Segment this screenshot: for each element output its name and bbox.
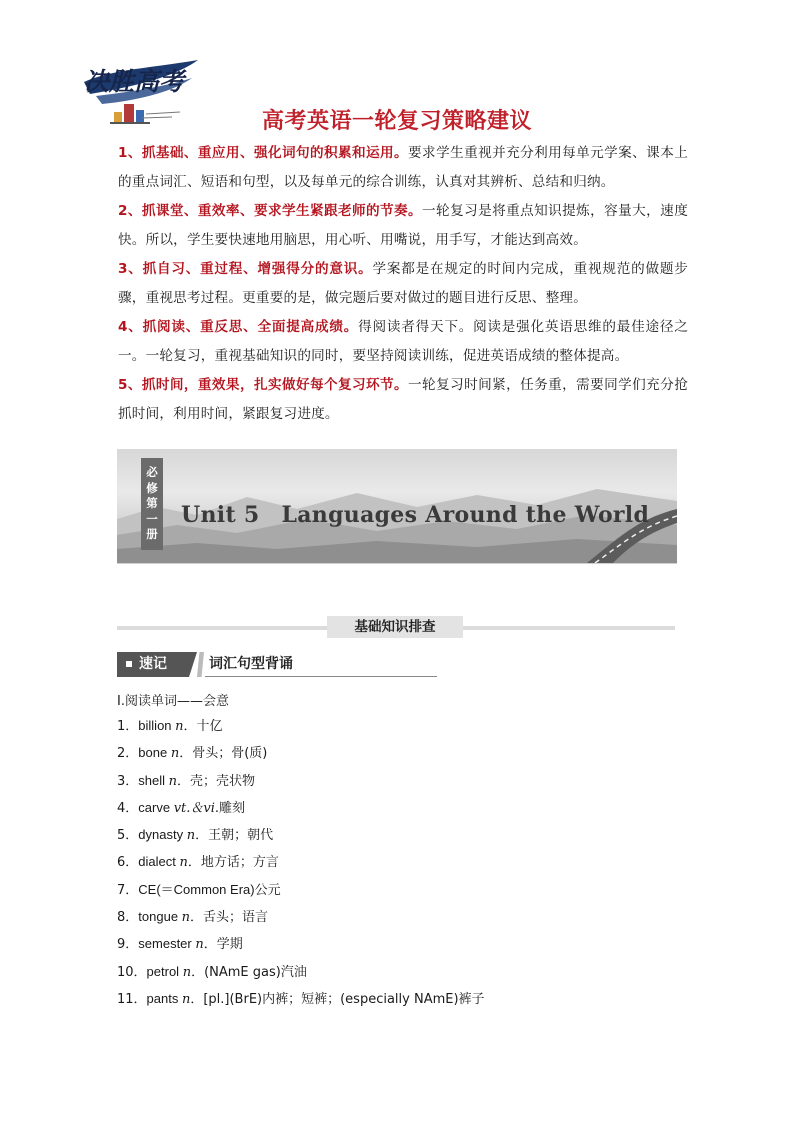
part-of-speech: vt.＆vi [173,800,215,816]
part-of-speech: n [181,910,191,926]
list-item [117,848,687,875]
vocab-word: semester [138,936,196,952]
part-of-speech: n [168,773,178,789]
unit-title [181,502,649,528]
strategy-highlight: 3、抓自习、重过程、增强得分的意识。 [118,261,373,277]
tag-char: 一 [146,511,158,526]
list-item [117,821,687,848]
item-number: 11． [117,991,147,1007]
section-title: 基础知识排查 [327,616,463,638]
item-number: 8． [117,910,139,926]
item-number: 1． [117,719,139,734]
strategy-text: 要求学生重视并充分利用每单元学案、课本上的重点词汇、短语和句型，以及每单元的综合训练，认真对其辨析、总结和归纳。 [118,145,688,190]
vocab-word: billion [138,718,176,733]
vocab-word: CE(＝Common Era) [138,881,255,897]
vocab-meaning: ．舌头；语言 [190,910,269,926]
strategy-item [118,255,688,313]
item-number: 2． [117,746,139,762]
tag-char: 修 [146,480,158,495]
unit-name: Languages Around the World [281,502,650,528]
item-number: 7． [117,882,139,898]
vocab-meaning: .雕刻 [214,800,246,816]
strategy-text: 一轮复习是将重点知识提炼，容量大，速度快。所以，学生要快速地用脑思，用心听、用嘴说，用手写，才能达到高效。 [118,203,688,248]
tag-char: 册 [146,527,158,541]
tag-char: 第 [146,496,158,510]
vocab-meaning: ．[pl.](BrE)内裤；短裤；(especially NAmE)裤子 [190,991,485,1007]
list-item [117,930,687,957]
list-item [117,767,687,794]
strategy-text: 一轮复习时间紧，任务重，需要同学们充分抢抓时间，利用时间，紧跟复习进度。 [118,377,688,422]
vocab-meaning: ．学期 [203,937,243,953]
vocab-meaning: ．(NAmE gas)汽油 [191,964,307,980]
sub-header-tab-label: 速记 [139,656,167,672]
vocab-word: dialect [138,854,180,870]
strategy-highlight: 2、抓课堂、重效率、要求学生紧跟老师的节奏。 [118,203,423,219]
vocab-word: carve [138,799,174,815]
vocab-word: petrol [146,963,183,979]
strategy-text: 学案都是在规定的时间内完成，重视规范的做题步骤，重视思考过程。更重要的是，做完题后要对做过的题目进行反思、整理。 [118,261,688,306]
vocab-meaning: ．王朝；朝代 [195,828,274,844]
strategy-text: 得阅读者得天下。阅读是强化英语思维的最佳途径之一。一轮复习，重视基础知识的同时，要坚持阅读训练，促进英语成绩的整体提高。 [118,319,689,364]
list-item [117,794,687,821]
list-item [117,739,687,766]
list-item [117,876,687,903]
vocab-meaning: 公元 [254,882,281,898]
strategy-item [118,371,688,429]
sub-header-title: 词汇句型背诵 [209,656,293,672]
vocab-heading: Ⅰ.阅读单词——会意 [117,694,229,709]
unit-number: Unit 5 [181,502,260,528]
slash-divider-icon [197,652,204,677]
sub-section-header [117,652,437,677]
part-of-speech: n [170,746,180,762]
item-number: 6． [117,855,139,871]
vocab-list [117,712,687,1012]
vocab-meaning: ．骨头；骨(质) [179,746,268,762]
vocab-word: tongue [138,909,182,925]
part-of-speech: n [186,828,196,844]
vocab-word: shell [138,772,169,788]
item-number: 9． [117,937,139,953]
part-of-speech: n [179,855,188,871]
part-of-speech: n [181,991,191,1007]
strategy-list [118,139,688,429]
logo-text: 决胜高考 [84,67,185,96]
sub-header-underline [205,676,437,677]
unit-banner [117,449,677,564]
strategy-item [118,197,688,255]
item-number: 3． [117,773,139,789]
strategy-item [118,313,688,371]
tag-char: 必 [146,465,158,479]
strategy-item [118,139,688,197]
vocab-word: pants [146,990,182,1006]
list-item [117,712,687,739]
strategy-highlight: 4、抓阅读、重反思、全面提高成绩。 [118,319,359,335]
vocab-meaning: ．十亿 [183,719,223,734]
book-volume-tag [141,458,163,550]
list-item [117,985,687,1012]
vocab-meaning: ．地方话；方言 [187,855,279,871]
item-number: 4． [117,800,139,816]
section-header [117,616,675,638]
list-item [117,903,687,930]
strategy-highlight: 5、抓时间，重效果，扎实做好每个复习环节。 [118,377,409,393]
item-number: 5． [117,828,139,844]
strategy-highlight: 1、抓基础、重应用、强化词句的积累和运用。 [118,145,409,161]
part-of-speech: n [175,719,184,734]
vocab-meaning: ．壳；壳状物 [177,773,256,789]
part-of-speech: n [195,937,204,953]
part-of-speech: n [182,964,192,980]
vocab-word: dynasty [138,827,187,843]
square-bullet-icon [126,661,132,667]
list-item [117,958,687,985]
page-title: 高考英语一轮复习策略建议 [261,109,532,134]
item-number: 10． [117,964,147,980]
vocab-word: bone [138,745,171,761]
